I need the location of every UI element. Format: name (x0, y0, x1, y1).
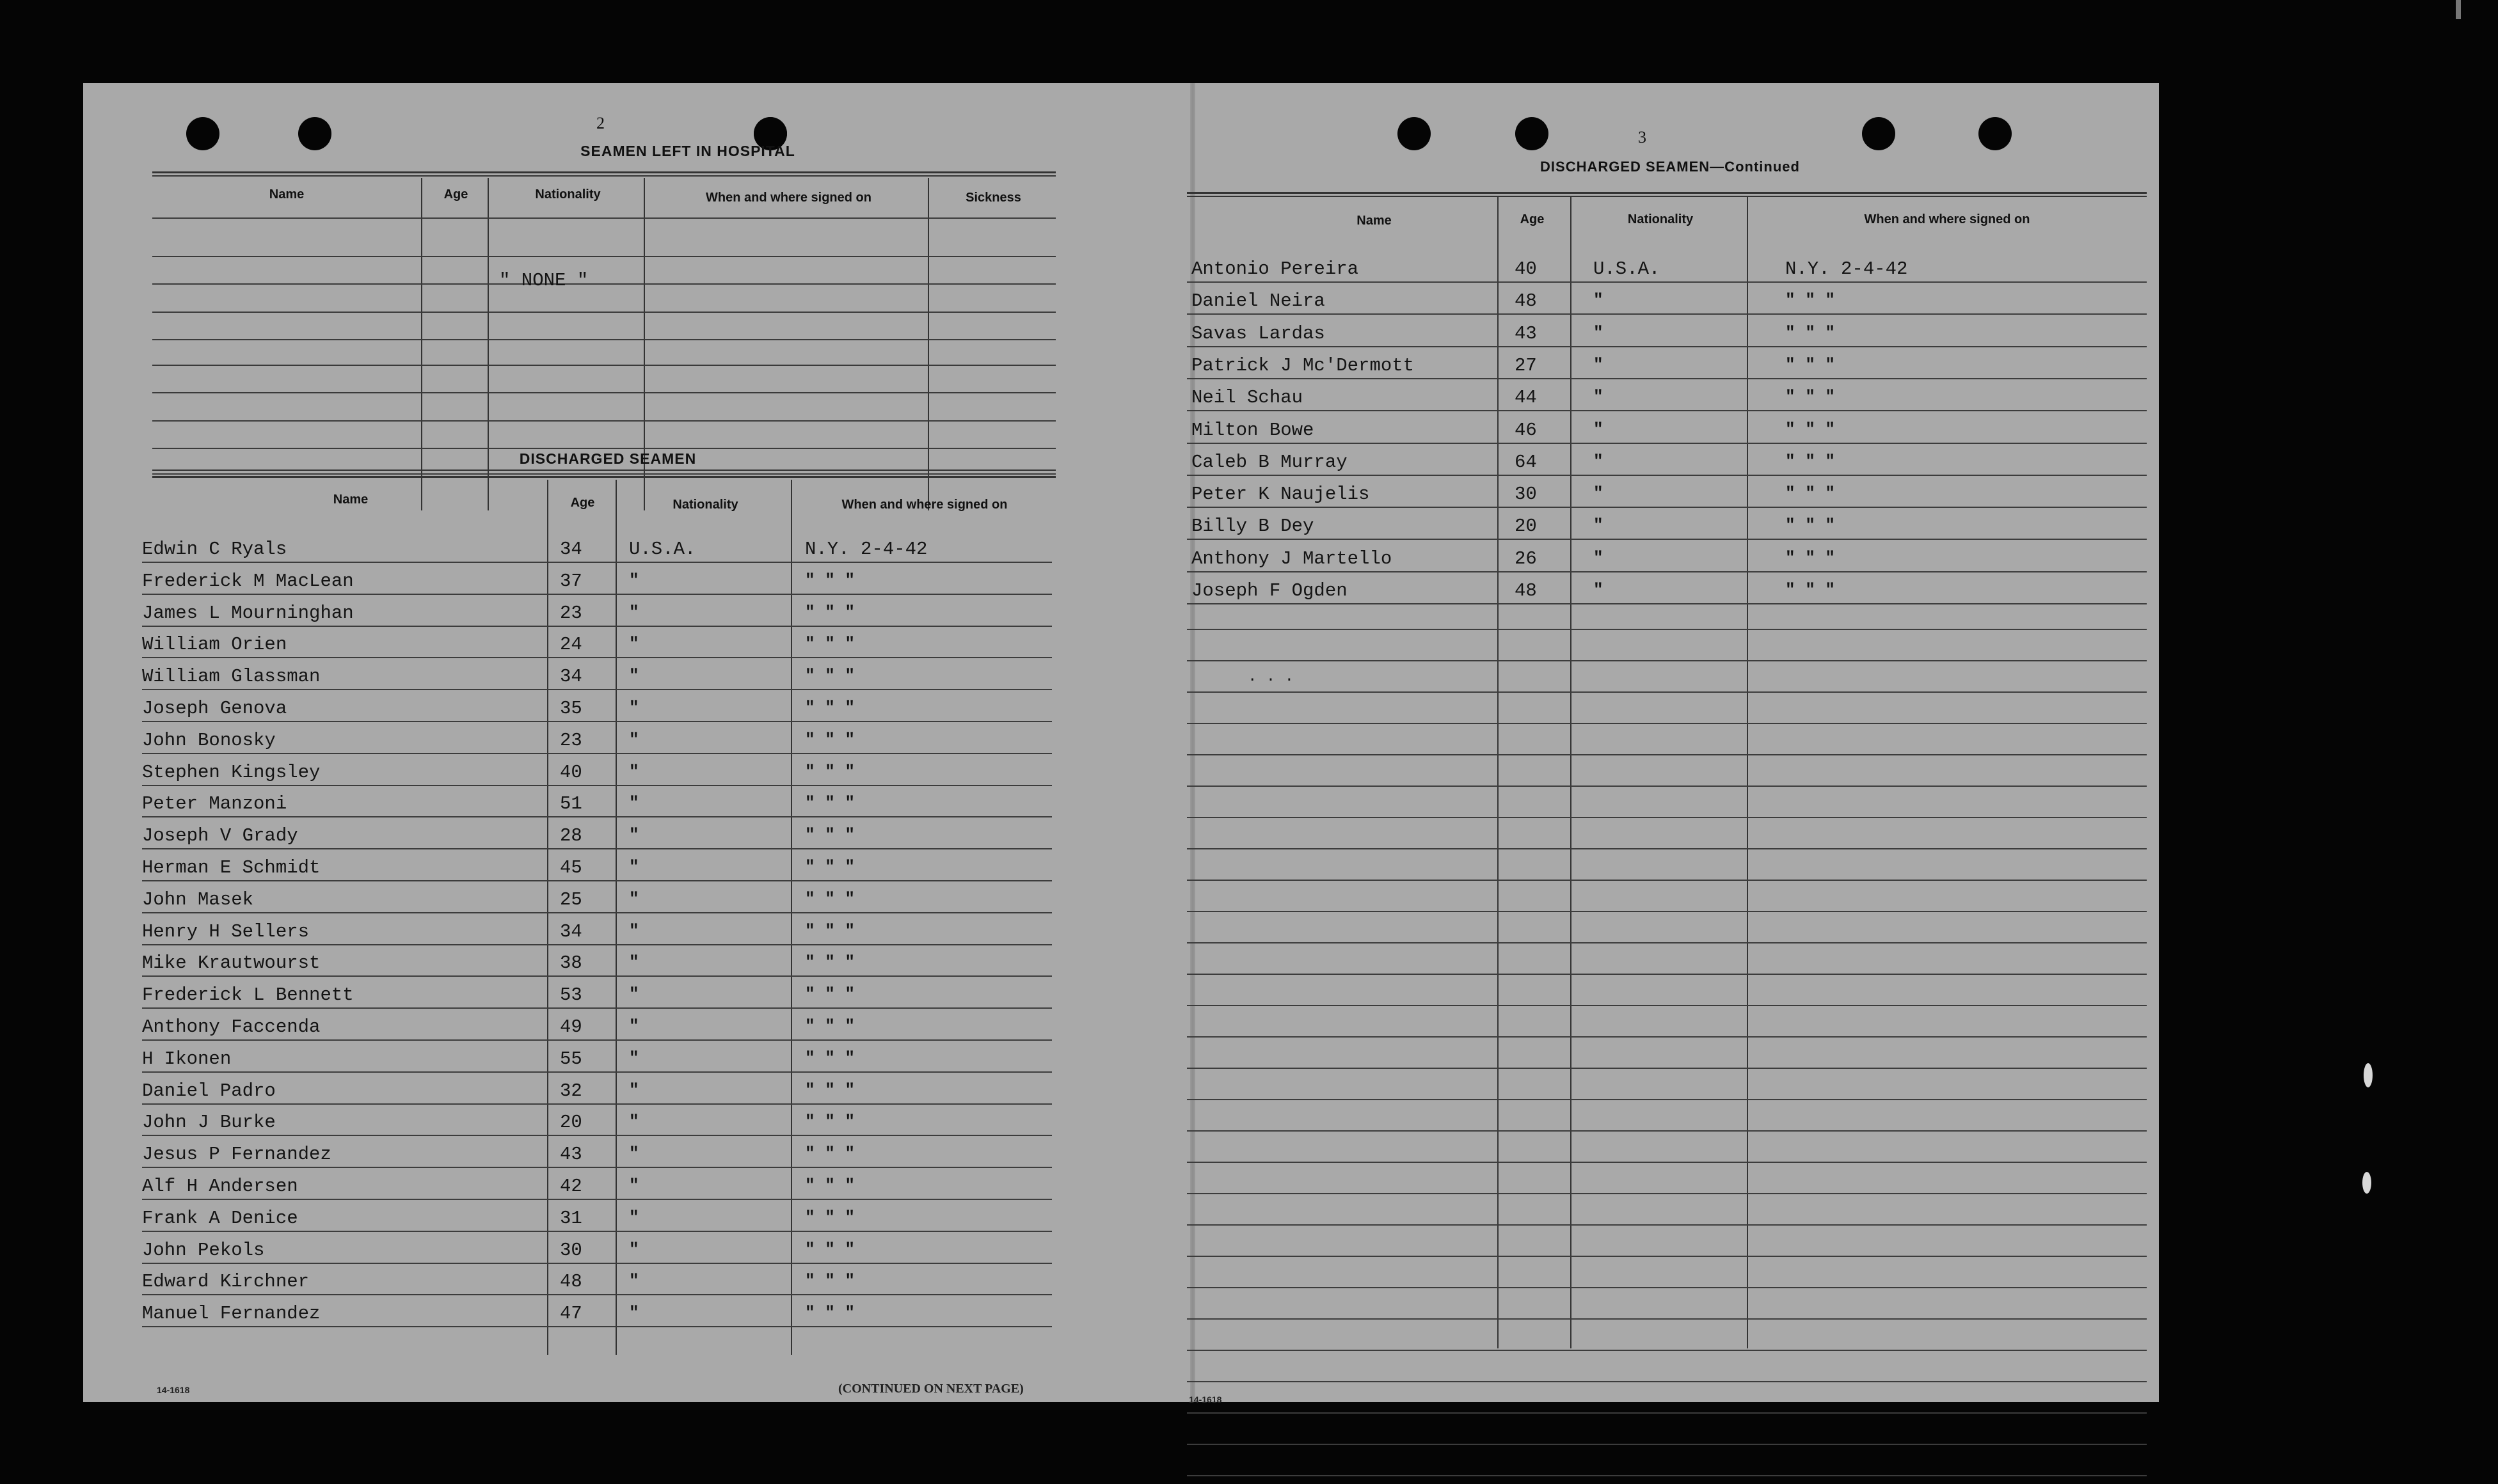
right-col-name: Name (1356, 214, 1392, 228)
row-name: William Glassman (142, 666, 321, 688)
row-rule (142, 1039, 1052, 1041)
punch-hole (1397, 117, 1431, 150)
row-name: Joseph V Grady (142, 825, 298, 847)
row-rule (142, 848, 1052, 849)
row-name: John Pekols (142, 1239, 265, 1261)
right-col-when-where: When and where signed on (1864, 212, 2030, 226)
row-rule (1187, 507, 2147, 508)
row-rule (1187, 660, 2147, 661)
row-rule (1187, 1068, 2147, 1069)
row-name: John J Burke (142, 1112, 276, 1133)
row-rule (142, 1326, 1052, 1327)
row-rule (1187, 603, 2147, 604)
row-nationality: " (629, 634, 639, 654)
row-nationality: " (629, 825, 639, 845)
col-rule (928, 178, 929, 510)
row-signed: " " " (1785, 354, 1836, 374)
row-signed: " " " (805, 1016, 855, 1036)
rule (152, 392, 1056, 393)
row-rule (1187, 443, 2147, 444)
row-signed: " " " (1785, 387, 1836, 407)
row-signed: " " " (1785, 419, 1836, 439)
row-rule (142, 753, 1052, 754)
row-name: Joseph F Ogden (1191, 580, 1348, 601)
punch-hole (1862, 117, 1895, 150)
row-age: 26 (1515, 548, 1537, 569)
trailing-dots: . . . (1248, 668, 1294, 686)
row-rule (1187, 378, 2147, 379)
row-age: 25 (560, 888, 582, 910)
rule (152, 339, 1056, 340)
row-signed: N.Y. 2-4-42 (1785, 258, 1908, 280)
row-name: Peter Manzoni (142, 793, 287, 815)
row-rule (1187, 974, 2147, 975)
row-nationality: " (629, 1144, 639, 1164)
row-rule (142, 1007, 1052, 1009)
row-rule (1187, 281, 2147, 283)
row-rule (142, 785, 1052, 786)
discharged-title: DISCHARGED SEAMEN (519, 450, 697, 467)
row-rule (1187, 1475, 2147, 1476)
row-rule (1187, 539, 2147, 540)
row-rule (142, 1263, 1052, 1264)
row-signed: " " " (805, 857, 855, 876)
row-name: Stephen Kingsley (142, 761, 321, 783)
row-signed: " " " (805, 952, 855, 972)
row-rule (1187, 1193, 2147, 1194)
row-rule (1187, 313, 2147, 315)
row-nationality: " (1593, 322, 1603, 342)
row-rule (1187, 754, 2147, 755)
row-age: 24 (560, 634, 582, 656)
row-rule (1187, 475, 2147, 476)
row-nationality: " (1593, 484, 1603, 503)
row-nationality: " (1593, 354, 1603, 374)
row-rule (1187, 571, 2147, 572)
row-nationality: " (629, 1303, 639, 1323)
row-name: Anthony J Martello (1191, 548, 1392, 569)
row-rule (1187, 1005, 2147, 1006)
row-age: 46 (1515, 419, 1537, 441)
row-name: Frederick L Bennett (142, 984, 354, 1006)
row-age: 48 (1515, 290, 1537, 312)
row-rule (1187, 1287, 2147, 1288)
row-signed: " " " (805, 1176, 855, 1195)
row-signed: " " " (805, 761, 855, 781)
row-rule (142, 721, 1052, 722)
row-nationality: " (629, 761, 639, 781)
right-title: DISCHARGED SEAMEN—Continued (1540, 159, 1800, 175)
row-signed: " " " (805, 1144, 855, 1164)
row-nationality: U.S.A. (629, 539, 696, 560)
row-age: 55 (560, 1048, 582, 1070)
hospital-col-name: Name (269, 187, 305, 201)
row-name: John Bonosky (142, 729, 276, 751)
row-age: 34 (560, 539, 582, 560)
row-name: Antonio Pereira (1191, 258, 1359, 280)
row-age: 44 (1515, 387, 1537, 409)
row-rule (1187, 691, 2147, 693)
row-rule (1187, 1099, 2147, 1100)
scan-edge (2456, 0, 2461, 19)
row-rule (1187, 848, 2147, 849)
row-rule (1187, 1162, 2147, 1163)
row-nationality: " (629, 666, 639, 686)
row-rule (1187, 817, 2147, 818)
row-age: 42 (560, 1176, 582, 1197)
col-rule (616, 480, 617, 1355)
row-rule (1187, 1318, 2147, 1320)
row-rule (1187, 785, 2147, 787)
row-nationality: " (629, 698, 639, 717)
row-signed: " " " (805, 984, 855, 1004)
row-rule (142, 594, 1052, 595)
row-nationality: " (629, 920, 639, 940)
row-name: Frank A Denice (142, 1207, 298, 1229)
row-age: 30 (1515, 484, 1537, 505)
row-nationality: " (629, 793, 639, 813)
col-rule (1497, 197, 1499, 1348)
row-age: 35 (560, 698, 582, 719)
row-signed: " " " (1785, 516, 1836, 535)
punch-hole (1978, 117, 2012, 150)
row-signed: " " " (805, 1271, 855, 1291)
document-sheet (83, 83, 2159, 1405)
discharged-col-nationality: Nationality (672, 498, 738, 512)
col-rule (791, 480, 792, 1355)
row-age: 48 (560, 1271, 582, 1293)
row-name: Edwin C Ryals (142, 539, 287, 560)
row-rule (142, 1103, 1052, 1105)
row-nationality: " (629, 1016, 639, 1036)
row-rule (142, 657, 1052, 658)
row-signed: " " " (1785, 290, 1836, 310)
row-name: Henry H Sellers (142, 920, 310, 942)
punch-hole (1515, 117, 1548, 150)
row-age: 51 (560, 793, 582, 815)
row-age: 49 (560, 1016, 582, 1038)
hospital-none-entry: " NONE " (499, 270, 589, 291)
row-rule (1187, 1444, 2147, 1445)
row-nationality: " (1593, 387, 1603, 407)
row-signed: " " " (805, 888, 855, 908)
row-rule (1187, 942, 2147, 943)
row-signed: " " " (1785, 484, 1836, 503)
discharged-col-name: Name (333, 493, 369, 507)
row-age: 64 (1515, 451, 1537, 473)
row-rule (1187, 1224, 2147, 1226)
row-nationality: " (629, 1080, 639, 1100)
rule (152, 175, 1056, 177)
row-nationality: " (629, 602, 639, 622)
row-nationality: " (1593, 548, 1603, 567)
rule (152, 420, 1056, 422)
row-rule (142, 912, 1052, 913)
row-age: 38 (560, 952, 582, 974)
row-signed: " " " (805, 570, 855, 590)
row-rule (1187, 410, 2147, 411)
punch-hole (298, 117, 331, 150)
row-age: 31 (560, 1207, 582, 1229)
row-nationality: " (629, 570, 639, 590)
row-nationality: " (629, 1176, 639, 1195)
row-name: Savas Lardas (1191, 322, 1325, 344)
hospital-col-nationality: Nationality (535, 187, 601, 201)
row-rule (1187, 1130, 2147, 1132)
row-name: Jesus P Fernandez (142, 1144, 331, 1165)
rule (152, 365, 1056, 366)
rule (152, 171, 1056, 173)
row-rule (1187, 629, 2147, 630)
row-signed: " " " (805, 1303, 855, 1323)
row-rule (1187, 1256, 2147, 1257)
row-rule (142, 816, 1052, 817)
row-rule (1187, 911, 2147, 912)
row-nationality: " (629, 1271, 639, 1291)
row-signed: " " " (805, 729, 855, 749)
row-signed: " " " (805, 825, 855, 845)
row-rule (142, 1135, 1052, 1136)
row-rule (142, 1071, 1052, 1073)
row-signed: " " " (805, 920, 855, 940)
row-nationality: " (1593, 290, 1603, 310)
rule (152, 256, 1056, 257)
row-name: James L Mourninghan (142, 602, 354, 624)
row-age: 34 (560, 666, 582, 688)
row-nationality: " (629, 952, 639, 972)
row-rule (1187, 723, 2147, 724)
row-nationality: " (1593, 580, 1603, 599)
rule (1187, 192, 2147, 194)
row-signed: " " " (1785, 322, 1836, 342)
row-age: 45 (560, 857, 582, 878)
row-rule (142, 562, 1052, 563)
row-signed: " " " (1785, 580, 1836, 599)
row-age: 40 (1515, 258, 1537, 280)
row-signed: " " " (805, 793, 855, 813)
row-rule (142, 689, 1052, 690)
right-col-age: Age (1520, 212, 1545, 226)
left-page-number: 2 (596, 114, 605, 132)
hospital-title: SEAMEN LEFT IN HOSPITAL (580, 143, 795, 159)
right-form-number: 14-1618 (1189, 1394, 1222, 1405)
row-rule (142, 1294, 1052, 1295)
row-name: Patrick J Mc'Dermott (1191, 354, 1415, 376)
row-age: 23 (560, 729, 582, 751)
row-signed: " " " (1785, 548, 1836, 567)
row-age: 43 (560, 1144, 582, 1165)
row-nationality: " (1593, 419, 1603, 439)
hospital-col-age: Age (443, 187, 468, 201)
rule (152, 476, 1056, 478)
row-name: Peter K Naujelis (1191, 484, 1370, 505)
row-rule (142, 1199, 1052, 1200)
scan-glare (2364, 1063, 2373, 1087)
row-age: 47 (560, 1303, 582, 1325)
row-rule (142, 975, 1052, 977)
row-signed: " " " (805, 634, 855, 654)
discharged-col-age: Age (570, 496, 595, 510)
rule (152, 470, 1056, 471)
row-signed: " " " (805, 698, 855, 717)
row-rule (1187, 346, 2147, 347)
row-age: 48 (1515, 580, 1537, 601)
row-name: Neil Schau (1191, 387, 1303, 409)
row-signed: " " " (805, 602, 855, 622)
row-name: Billy B Dey (1191, 516, 1314, 537)
row-nationality: " (629, 1239, 639, 1259)
col-rule (1570, 197, 1571, 1348)
row-nationality: " (1593, 516, 1603, 535)
row-name: Manuel Fernandez (142, 1303, 321, 1325)
row-nationality: " (629, 729, 639, 749)
col-rule (547, 480, 548, 1355)
row-name: Edward Kirchner (142, 1271, 310, 1293)
row-name: Joseph Genova (142, 698, 287, 719)
row-nationality: " (1593, 451, 1603, 471)
row-name: Anthony Faccenda (142, 1016, 321, 1038)
row-name: Frederick M MacLean (142, 570, 354, 592)
row-name: Alf H Andersen (142, 1176, 298, 1197)
row-signed: " " " (1785, 451, 1836, 471)
row-signed: " " " (805, 666, 855, 686)
row-age: 28 (560, 825, 582, 847)
row-rule (1187, 880, 2147, 881)
row-signed: " " " (805, 1048, 855, 1068)
row-nationality: " (629, 857, 639, 876)
row-rule (1187, 1412, 2147, 1414)
row-age: 20 (1515, 516, 1537, 537)
row-rule (142, 626, 1052, 627)
row-nationality: " (629, 1112, 639, 1132)
hospital-col-when-where: When and where signed on (706, 191, 871, 205)
col-rule (1747, 197, 1748, 1348)
row-age: 23 (560, 602, 582, 624)
row-age: 34 (560, 920, 582, 942)
row-name: John Masek (142, 888, 254, 910)
row-name: H Ikonen (142, 1048, 232, 1070)
row-nationality: " (629, 888, 639, 908)
row-rule (142, 944, 1052, 945)
row-rule (142, 880, 1052, 881)
rule (152, 473, 1056, 475)
row-nationality: U.S.A. (1593, 258, 1660, 280)
row-rule (1187, 1381, 2147, 1382)
row-age: 20 (560, 1112, 582, 1133)
row-rule (142, 1231, 1052, 1232)
row-age: 40 (560, 761, 582, 783)
row-nationality: " (629, 1207, 639, 1227)
row-nationality: " (629, 984, 639, 1004)
row-signed: N.Y. 2-4-42 (805, 539, 928, 560)
row-name: Milton Bowe (1191, 419, 1314, 441)
punch-hole (186, 117, 219, 150)
row-name: Caleb B Murray (1191, 451, 1348, 473)
row-rule (1187, 1036, 2147, 1038)
row-name: Mike Krautwourst (142, 952, 321, 974)
rule (152, 312, 1056, 313)
row-name: Daniel Padro (142, 1080, 276, 1101)
row-rule (1187, 1350, 2147, 1351)
continued-note: (CONTINUED ON NEXT PAGE) (838, 1382, 1024, 1396)
row-age: 32 (560, 1080, 582, 1101)
left-form-number: 14-1618 (157, 1385, 190, 1395)
row-signed: " " " (805, 1080, 855, 1100)
right-col-nationality: Nationality (1627, 212, 1694, 226)
row-nationality: " (629, 1048, 639, 1068)
rule (152, 217, 1056, 219)
discharged-col-when-where: When and where signed on (841, 498, 1008, 512)
row-signed: " " " (805, 1207, 855, 1227)
row-name: Herman E Schmidt (142, 857, 321, 878)
row-age: 30 (560, 1239, 582, 1261)
row-age: 43 (1515, 322, 1537, 344)
rule (1187, 196, 2147, 197)
row-signed: " " " (805, 1239, 855, 1259)
row-age: 37 (560, 570, 582, 592)
row-rule (142, 1167, 1052, 1168)
scan-glare (2362, 1172, 2371, 1194)
row-age: 53 (560, 984, 582, 1006)
rule (152, 448, 1056, 449)
row-age: 27 (1515, 354, 1537, 376)
right-page-number: 3 (1638, 128, 1646, 146)
row-name: William Orien (142, 634, 287, 656)
row-signed: " " " (805, 1112, 855, 1132)
rule (152, 283, 1056, 285)
hospital-col-sickness: Sickness (966, 191, 1021, 205)
row-name: Daniel Neira (1191, 290, 1325, 312)
